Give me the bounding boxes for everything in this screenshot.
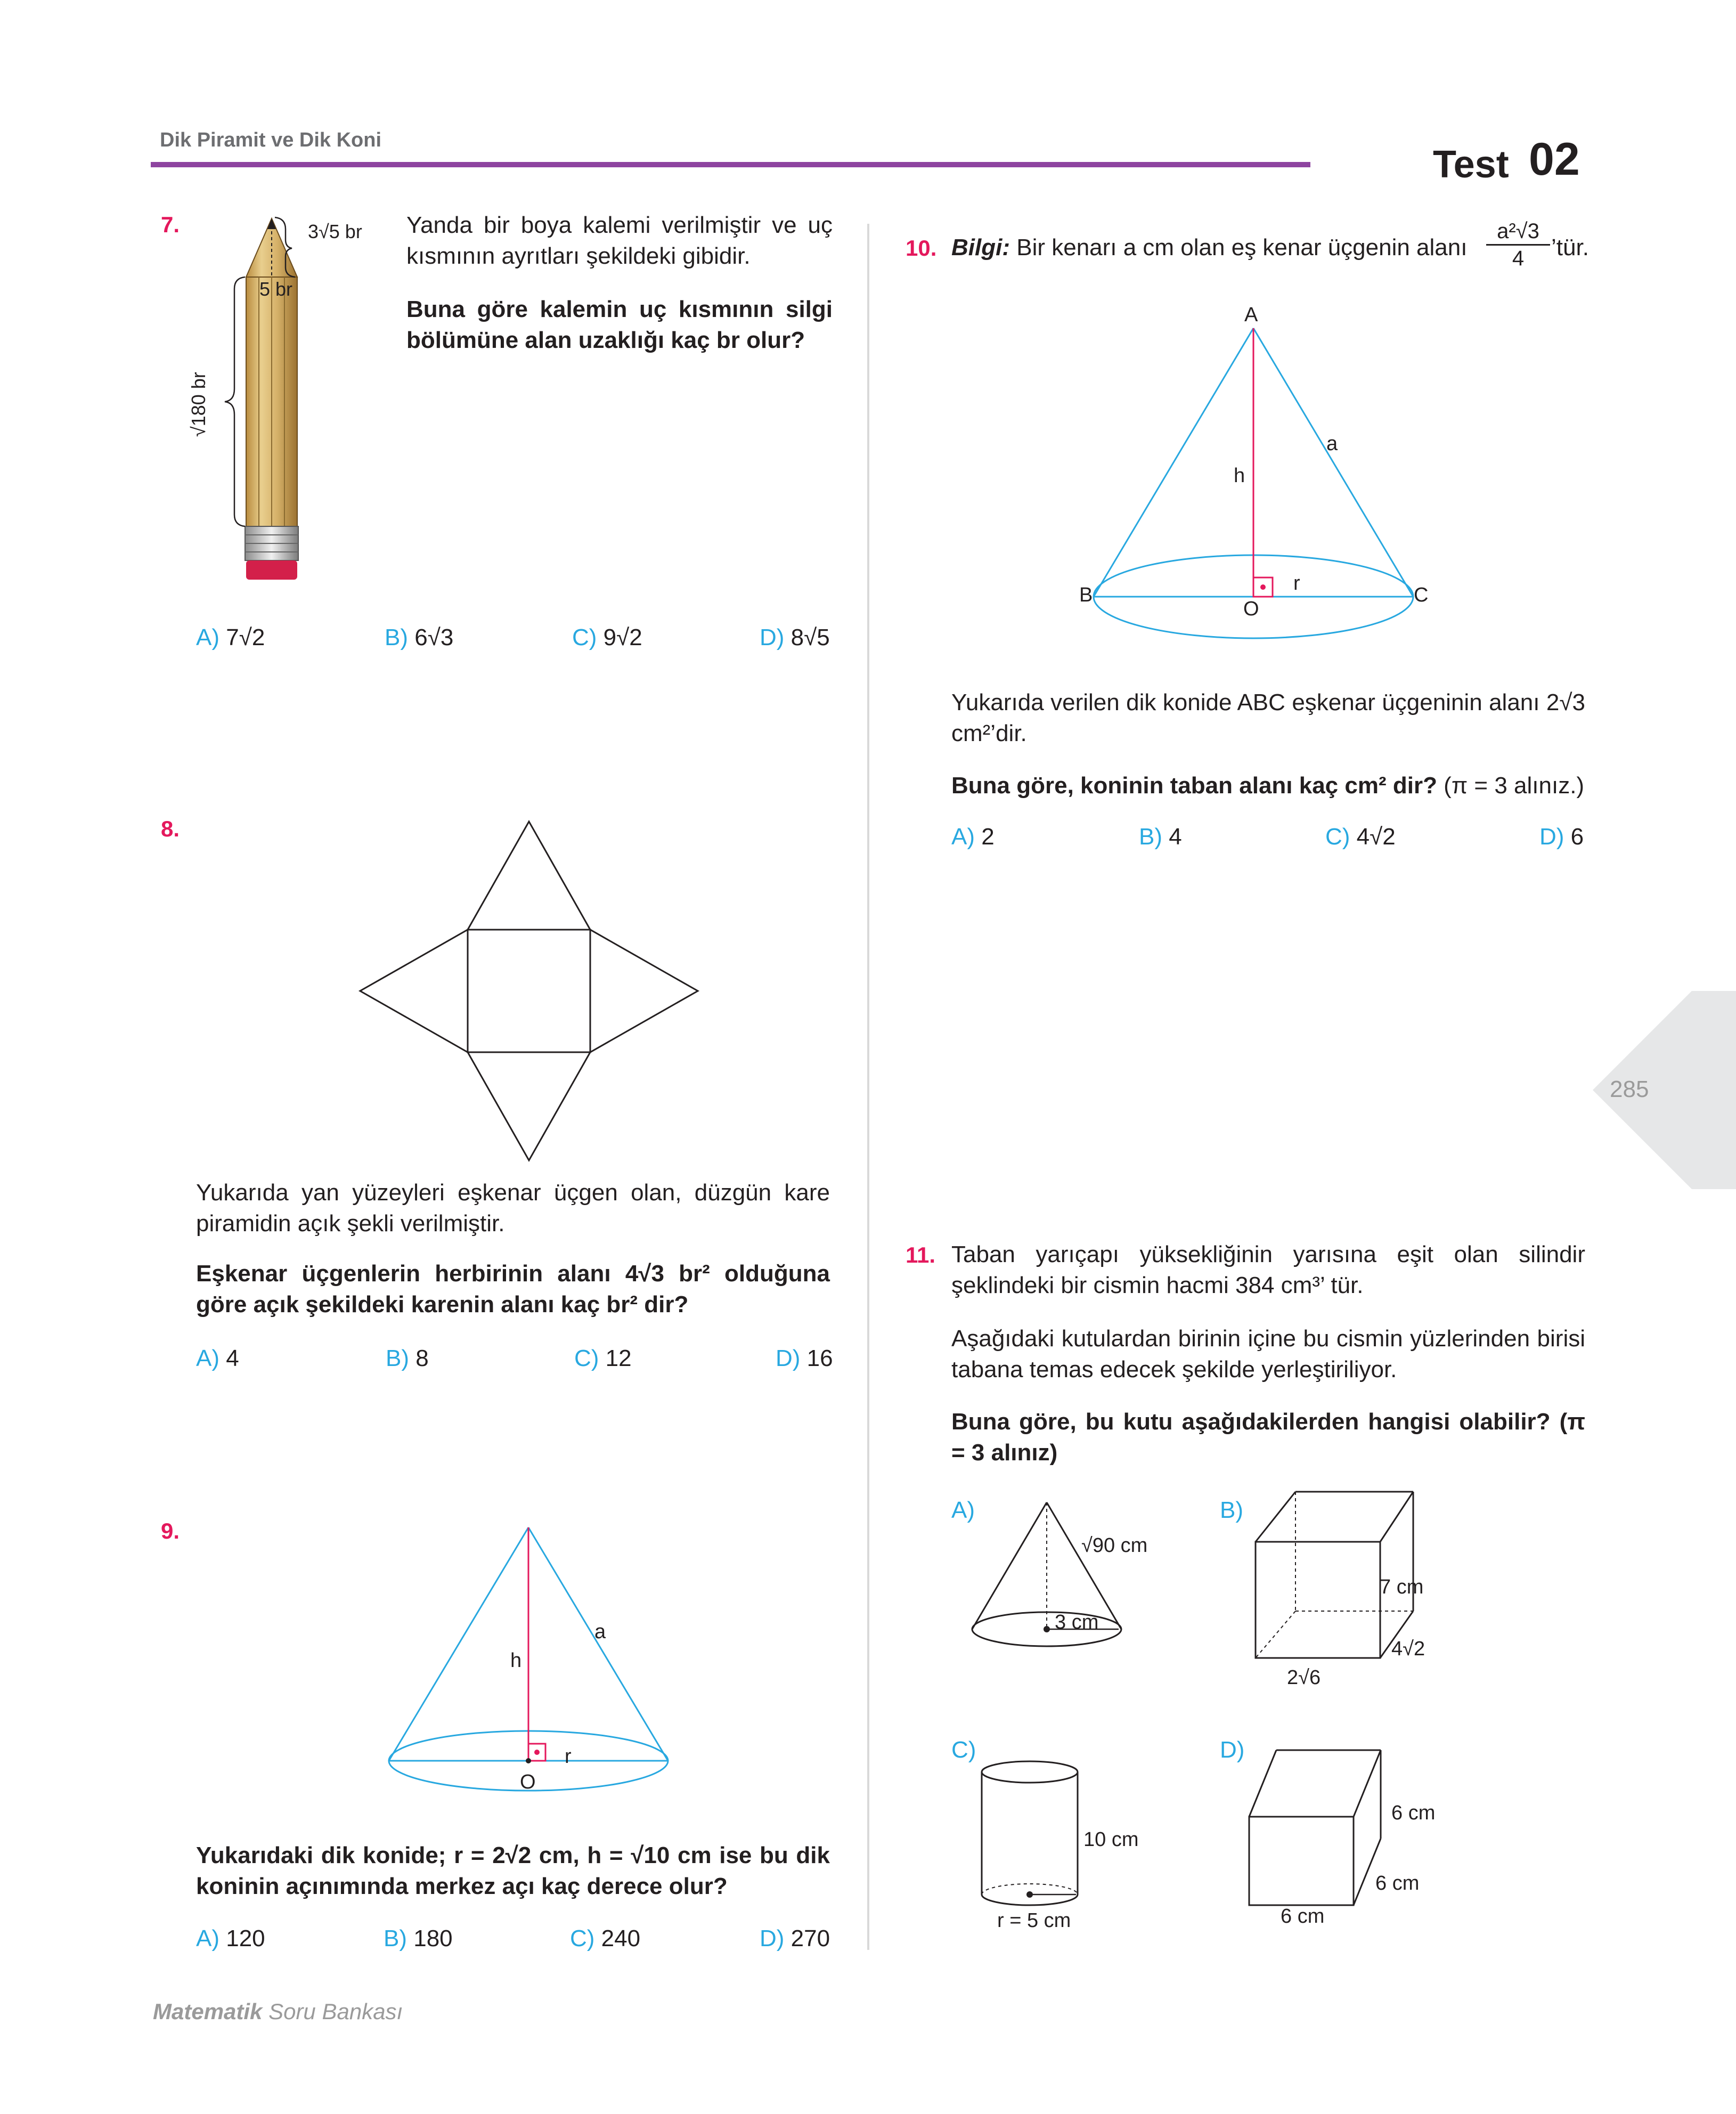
option-value: 12 xyxy=(605,1345,632,1371)
option-value: 270 xyxy=(790,1925,830,1952)
question-9-number: 9. xyxy=(161,1518,180,1543)
q10-a-vertex-label: A xyxy=(1244,304,1258,326)
bilgi-text: Bir kenarı a cm olan eş kenar üçgenin alanı xyxy=(1016,234,1468,261)
question-11-prompt: Buna göre, bu kutu aşağıdakilerden hangisi olabilir? (π = 3 alınız) xyxy=(951,1409,1585,1466)
option-letter: C) xyxy=(572,624,597,651)
option-letter: C) xyxy=(574,1345,599,1371)
test-label: Test xyxy=(1433,143,1509,186)
box-b-depth-label: 4√2 xyxy=(1391,1638,1425,1660)
option-value: 6 xyxy=(1570,824,1584,850)
option-value: 4 xyxy=(1169,824,1182,850)
area-fraction xyxy=(1486,218,1550,271)
option-letter: D) xyxy=(760,624,785,651)
tip-edge-label: 3√5 br xyxy=(308,221,362,242)
q9-option-a[interactable] xyxy=(196,1925,265,1952)
q7-option-b[interactable] xyxy=(385,624,453,651)
option-value: 4√2 xyxy=(1356,824,1396,850)
footer-brand-rest: Soru Bankası xyxy=(268,1999,403,2024)
footer-brand xyxy=(153,1999,403,2024)
option-letter: A) xyxy=(196,1925,219,1952)
option-value: 8 xyxy=(415,1345,429,1371)
q9-h-label: h xyxy=(510,1649,522,1672)
q9-o-label: O xyxy=(520,1771,536,1793)
q9-option-b[interactable] xyxy=(384,1925,453,1952)
fraction-numerator: a²√3 xyxy=(1486,218,1550,246)
option-letter: D) xyxy=(776,1345,801,1371)
option-letter: C) xyxy=(951,1737,976,1763)
option-letter: D) xyxy=(760,1925,785,1952)
cube-height-label: 6 cm xyxy=(1391,1802,1436,1824)
option-value: 9√2 xyxy=(603,624,642,651)
page-number: 285 xyxy=(1610,1076,1649,1102)
option-letter: B) xyxy=(1220,1497,1243,1523)
net-triangle-bottom xyxy=(468,1052,590,1160)
option-value: 2 xyxy=(981,824,995,850)
q8-option-c[interactable] xyxy=(574,1345,632,1372)
option-value: 240 xyxy=(601,1925,641,1952)
question-11-text: Taban yarıçapı yüksekliğinin yarısına eşit olan silindir şeklindeki bir cismin hacmi 384 cm³’ tür. xyxy=(951,1241,1585,1298)
cone-figure-q9 xyxy=(384,1524,682,1801)
q10-a-side-label: a xyxy=(1326,433,1338,455)
option-value: 4 xyxy=(226,1345,239,1371)
question-10-prompt xyxy=(951,770,1585,801)
option-value: 6√3 xyxy=(414,624,454,651)
question-7-prompt: Buna göre kalemin uç kısmının silgi bölümüne alan uzaklığı kaç br olur? xyxy=(406,296,833,353)
prompt-note: (π = 3 alınız.) xyxy=(1437,773,1585,799)
option-value: 7√2 xyxy=(226,624,265,651)
option-letter: C) xyxy=(1325,824,1350,850)
box-b-width-label: 2√6 xyxy=(1287,1666,1321,1689)
option-letter: A) xyxy=(951,1497,975,1523)
option-value: 8√5 xyxy=(790,624,830,651)
question-8-prompt: Eşkenar üçgenlerin herbirinin alanı 4√3 br² olduğuna göre açık şekildeki karenin alanı kaç br² dir? xyxy=(196,1261,830,1318)
section-title: Dik Piramit ve Dik Koni xyxy=(160,129,382,151)
question-11-number: 11. xyxy=(906,1242,936,1267)
q11-option-b[interactable] xyxy=(1220,1497,1243,1524)
bilgi-label: Bilgi: xyxy=(951,234,1010,261)
q8-option-a[interactable] xyxy=(196,1345,239,1372)
option-letter: C) xyxy=(570,1925,595,1952)
net-square xyxy=(468,930,590,1052)
option-letter: D) xyxy=(1220,1737,1245,1763)
question-8-text: Yukarıda yan yüzeyleri eşkenar üçgen olan, düzgün kare piramidin açık şekli verilmiştir. xyxy=(196,1180,830,1237)
prompt-bold: Buna göre, koninin taban alanı kaç cm² dir? xyxy=(951,773,1437,799)
cube-width-label: 6 cm xyxy=(1281,1905,1325,1928)
option-letter: D) xyxy=(1539,824,1564,850)
option-letter: B) xyxy=(386,1345,409,1371)
q8-option-b[interactable] xyxy=(386,1345,429,1372)
q9-option-d[interactable] xyxy=(760,1925,830,1952)
option-value: 16 xyxy=(806,1345,833,1371)
option-letter: A) xyxy=(196,1345,219,1371)
fraction-suffix: ’tür. xyxy=(1551,234,1589,261)
box-b-height-label: 7 cm xyxy=(1380,1576,1424,1598)
question-7-text: Yanda bir boya kalemi verilmiştir ve uç kısmının ayrıtları şekildeki gibidir. xyxy=(406,212,833,269)
q10-option-b[interactable] xyxy=(1139,824,1182,850)
q11-option-c[interactable] xyxy=(951,1737,976,1763)
net-triangle-left xyxy=(360,930,468,1052)
option-letter: A) xyxy=(196,624,219,651)
cube-depth-label: 6 cm xyxy=(1375,1872,1420,1895)
q7-option-c[interactable] xyxy=(572,624,642,651)
cone-figure-q10 xyxy=(1087,320,1449,650)
test-number: 02 xyxy=(1529,134,1580,185)
cylinder-height-label: 10 cm xyxy=(1083,1828,1139,1851)
cylinder-radius-label: r = 5 cm xyxy=(997,1909,1071,1932)
header-rule xyxy=(151,162,1310,167)
option-letter: A) xyxy=(951,824,975,850)
question-8-number: 8. xyxy=(161,816,180,841)
question-10-number: 10. xyxy=(906,235,937,261)
q9-option-c[interactable] xyxy=(570,1925,640,1952)
question-9-prompt: Yukarıdaki dik konide; r = 2√2 cm, h = √10 cm ise bu dik koninin açınımında merkez açı kaç derece olur? xyxy=(196,1842,830,1899)
q9-r-label: r xyxy=(565,1745,572,1768)
option-letter: B) xyxy=(1139,824,1162,850)
q8-option-d[interactable] xyxy=(776,1345,833,1372)
q10-h-label: h xyxy=(1234,465,1245,487)
option-letter: B) xyxy=(384,1925,407,1952)
q9-a-label: a xyxy=(594,1621,606,1643)
q10-option-c[interactable] xyxy=(1325,824,1396,850)
q10-option-a[interactable] xyxy=(951,824,995,850)
tip-height-label: 5 br xyxy=(259,278,293,300)
fraction-denominator: 4 xyxy=(1512,247,1525,270)
column-divider xyxy=(867,224,869,1950)
q7-option-d[interactable] xyxy=(760,624,830,651)
question-11-text2: Aşağıdaki kutulardan birinin içine bu cismin yüzlerinden birisi tabana temas edecek şekilde yerleştiriliyor. xyxy=(951,1326,1585,1383)
footer-brand-bold: Matematik xyxy=(153,1999,263,2024)
option-value: 180 xyxy=(413,1925,453,1952)
q10-option-d[interactable] xyxy=(1539,824,1584,850)
q10-b-vertex-label: B xyxy=(1079,584,1093,606)
option-letter: B) xyxy=(385,624,408,651)
body-length-label: √180 br xyxy=(188,372,209,437)
q10-r-label: r xyxy=(1293,572,1300,595)
q7-option-a[interactable] xyxy=(196,624,265,651)
pencil-figure xyxy=(181,208,405,591)
net-triangle-right xyxy=(590,930,698,1052)
pyramid-net-figure xyxy=(352,815,703,1167)
question-10-text: Yukarıda verilen dik konide ABC eşkenar üçgeninin alanı 2√3 cm²’dir. xyxy=(951,689,1585,746)
cone-radius-label: 3 cm xyxy=(1055,1611,1099,1633)
cylinder-option-figure xyxy=(975,1758,1081,1913)
option-value: 120 xyxy=(226,1925,265,1952)
cone-slant-label: √90 cm xyxy=(1081,1534,1148,1557)
question-7-number: 7. xyxy=(161,212,180,237)
net-triangle-top xyxy=(468,822,590,930)
question-10-info xyxy=(951,232,1467,263)
q10-o-label: O xyxy=(1243,598,1259,620)
q10-c-vertex-label: C xyxy=(1414,584,1429,606)
